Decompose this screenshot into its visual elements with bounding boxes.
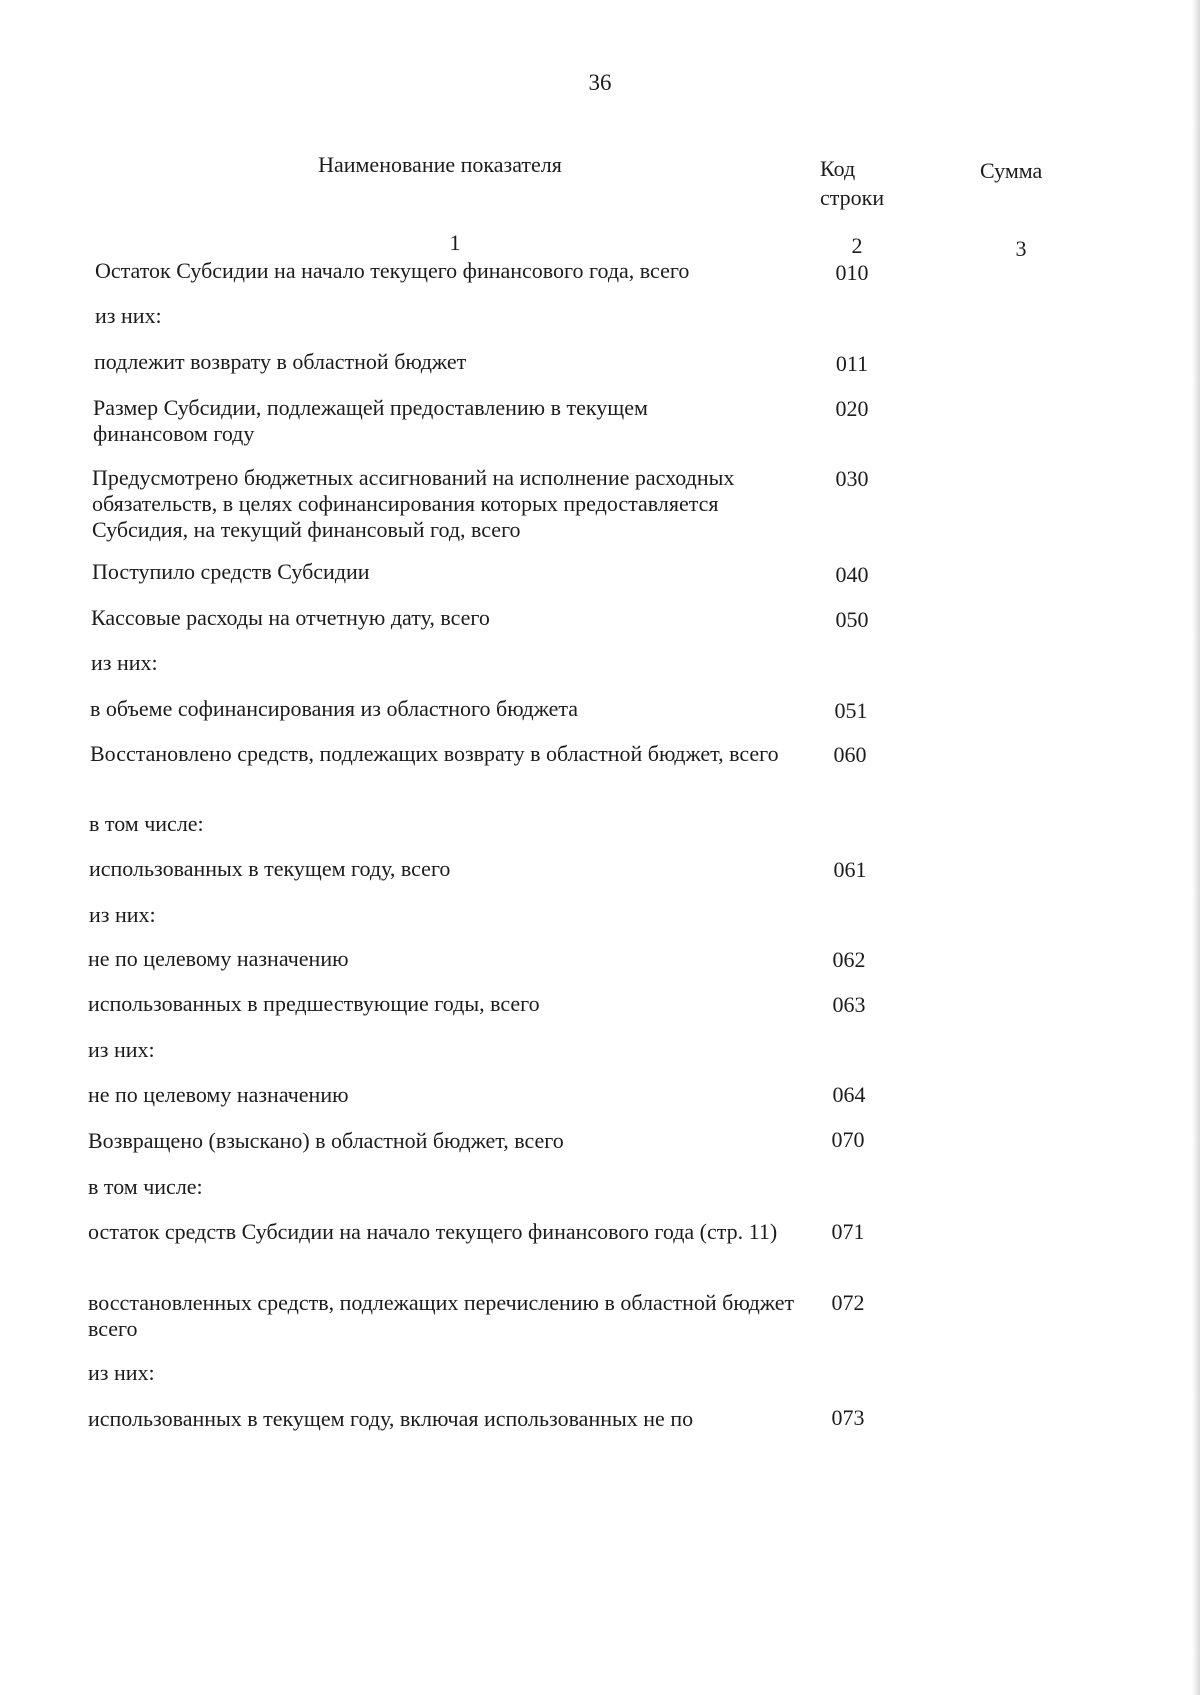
header-sum: Сумма	[980, 158, 1043, 183]
column-number-2: 2	[851, 233, 863, 258]
row-name: Кассовые расходы на отчетную дату, всего	[91, 605, 490, 630]
row-name: Размер Субсидии, подлежащей предоставлению в текущем финансовом году	[93, 395, 648, 446]
row-name: из них:	[95, 303, 162, 328]
row-name: Предусмотрено бюджетных ассигнований на исполнение расходных обязательств, в целях софинансирования которых предоставляется Субсидия, на текущий финансовый год, всего	[92, 465, 735, 542]
row-code: 011	[835, 351, 869, 376]
scan-edge	[1192, 0, 1200, 1695]
row-code: 060	[833, 742, 867, 767]
row-name: в объеме софинансирования из областного бюджета	[90, 696, 579, 721]
header-indicator-name: Наименование показателя	[318, 152, 562, 177]
row-code: 020	[835, 396, 869, 421]
row-code: 064	[832, 1082, 866, 1107]
row-code: 063	[832, 992, 866, 1017]
row-code: 062	[832, 947, 866, 972]
row-code: 072	[831, 1290, 865, 1315]
row-name: в том числе:	[89, 811, 204, 836]
row-code: 070	[831, 1127, 865, 1152]
row-code: 061	[833, 857, 867, 882]
row-name: использованных в текущем году, включая использованных не по	[88, 1406, 694, 1431]
row-code: 040	[835, 562, 869, 587]
row-code: 030	[835, 466, 869, 491]
row-name: использованных в текущем году, всего	[89, 856, 451, 881]
row-code: 073	[831, 1405, 865, 1430]
row-code: 050	[835, 607, 869, 632]
row-name: Поступило средств Субсидии	[92, 559, 370, 584]
row-name: в том числе:	[88, 1174, 203, 1199]
column-number-3: 3	[1015, 236, 1027, 261]
row-name: Возвращено (взыскано) в областной бюджет, всего	[88, 1128, 564, 1153]
row-code: 071	[831, 1219, 865, 1244]
row-name: из них:	[89, 902, 156, 927]
header-row-code: Код строки	[820, 156, 885, 210]
row-name: использованных в предшествующие годы, всего	[88, 991, 540, 1016]
row-name: Восстановлено средств, подлежащих возврату в областной бюджет, всего	[90, 741, 779, 766]
page-number: 36	[588, 70, 612, 95]
column-number-1: 1	[449, 230, 461, 255]
row-code: 010	[835, 260, 869, 285]
row-name: не по целевому назначению	[88, 1082, 349, 1107]
row-name: из них:	[88, 1037, 155, 1062]
row-name: подлежит возврату в областной бюджет	[94, 349, 467, 374]
row-name: не по целевому назначению	[88, 946, 349, 971]
row-code: 051	[834, 698, 868, 723]
row-name: из них:	[91, 650, 158, 675]
row-name: восстановленных средств, подлежащих перечислению в областной бюджет всего	[88, 1290, 795, 1341]
row-name: остаток средств Субсидии на начало текущего финансового года (стр. 11)	[88, 1219, 778, 1244]
row-name: Остаток Субсидии на начало текущего финансового года, всего	[95, 258, 690, 283]
row-name: из них:	[88, 1360, 155, 1385]
